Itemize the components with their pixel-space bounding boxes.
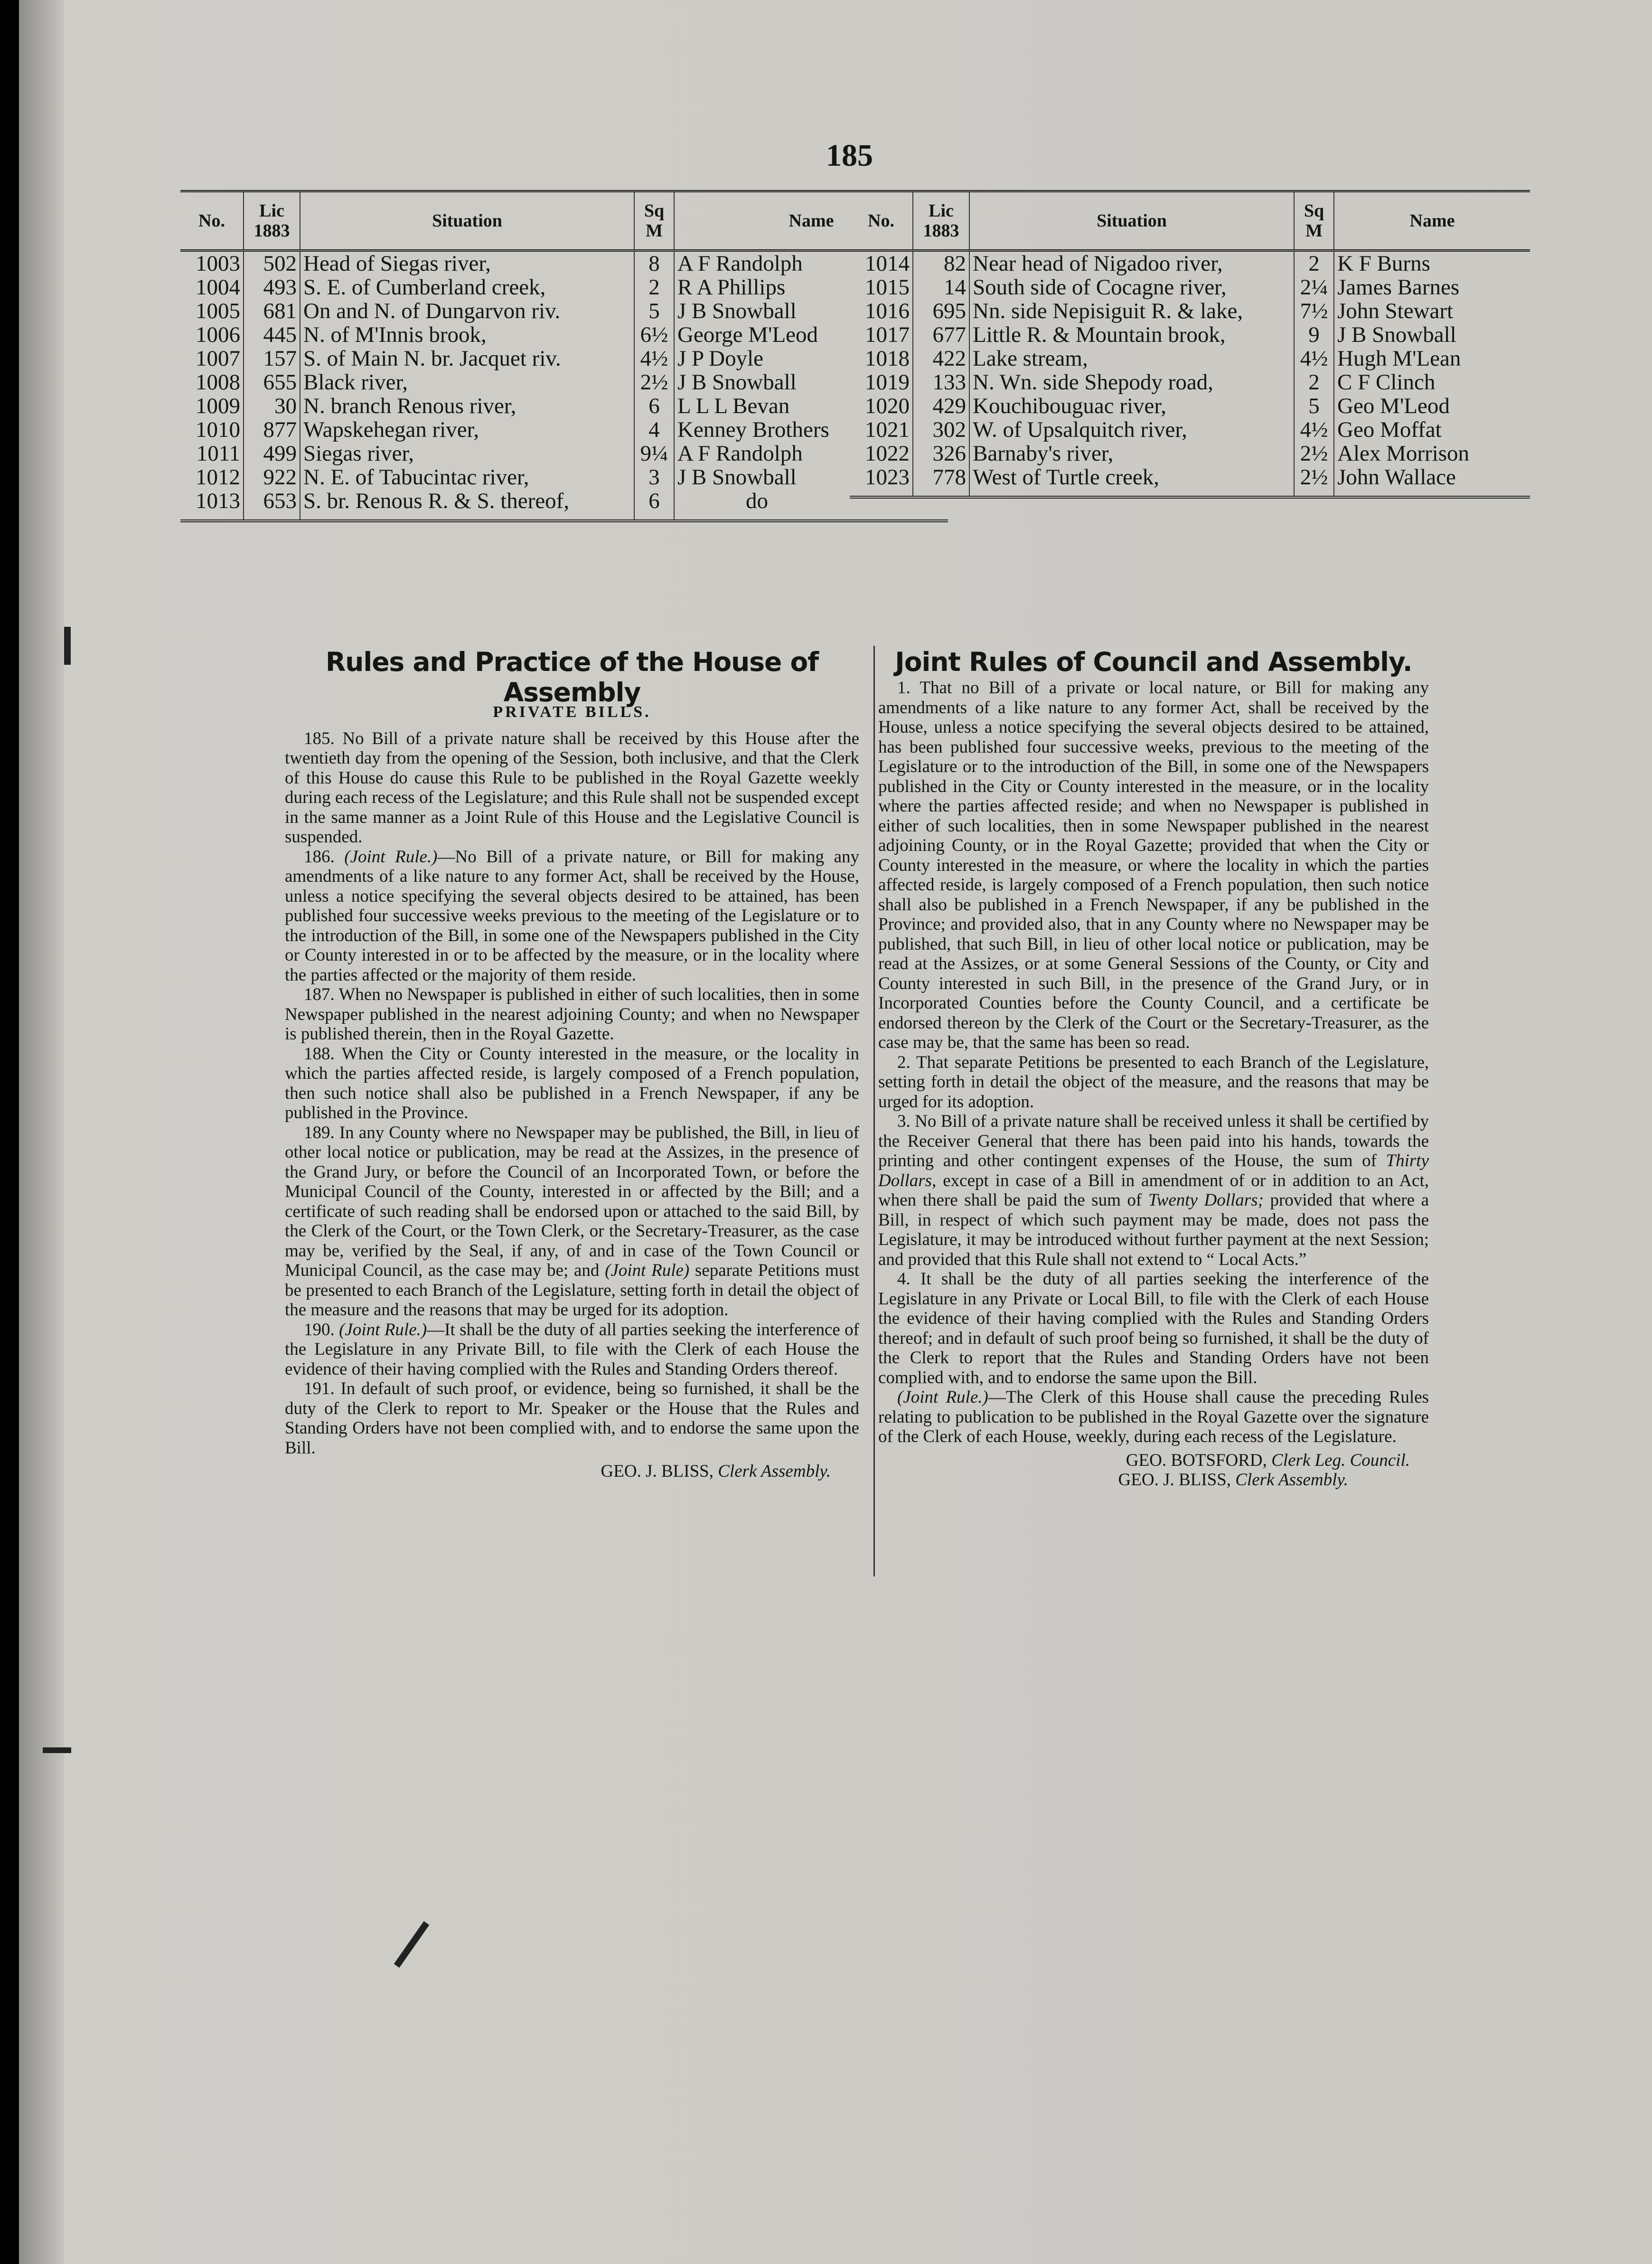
- cell-lic: 302: [913, 418, 969, 442]
- licence-table-right: [850, 190, 1530, 500]
- cell-lic: 14: [913, 275, 969, 299]
- cell-no: 1008: [196, 370, 240, 395]
- cell-lic: 778: [913, 465, 969, 497]
- table-row: [850, 251, 1530, 276]
- council-signature: [878, 1451, 1410, 1471]
- table-row: [850, 347, 1530, 370]
- cell-no: 1023: [865, 465, 910, 490]
- cell-sq: 2: [634, 275, 674, 299]
- cell-lic: 653: [244, 489, 300, 521]
- header-no: No.: [850, 191, 913, 251]
- joint-rule-5: [878, 1387, 1429, 1447]
- table-header-row: [850, 191, 1530, 251]
- cell-sq: 4½: [1294, 347, 1334, 370]
- cell-lic: 502: [244, 251, 300, 276]
- document-page: [19, 0, 1652, 2264]
- cell-sq: 2½: [634, 370, 674, 394]
- header-no: No.: [180, 191, 244, 251]
- joint-rule-3-text-c: provided that where a Bill, in respect of which such payment may be made, does not pass the Legislature, it may be introduced without further payment at the next Session; and provided that this Rule shall not extend to “ Local Acts.”: [878, 1190, 1429, 1269]
- cell-no: 1014: [865, 251, 910, 276]
- header-situation: Situation: [969, 191, 1294, 251]
- cell-name: John Stewart: [1334, 299, 1530, 323]
- table-row: [180, 489, 948, 521]
- joint-rule-3: [878, 1112, 1429, 1269]
- cell-no: 1011: [196, 441, 240, 466]
- cell-name: C F Clinch: [1334, 370, 1530, 394]
- cell-no: 1018: [865, 346, 910, 371]
- cell-no: 1015: [865, 275, 910, 300]
- cell-lic: 493: [244, 275, 300, 299]
- page-number: 185: [826, 138, 873, 173]
- cell-no: 1020: [865, 394, 910, 418]
- joint-rule-3-sum-thirty: Thirty Dollars: [878, 1151, 1429, 1190]
- joint-rule-3-sum-twenty: Twenty Dollars;: [1148, 1190, 1264, 1210]
- joint-rule-5-label: (Joint Rule.): [897, 1387, 988, 1407]
- signature-name: GEO. J. BLISS,: [1118, 1470, 1231, 1490]
- rule-187: 187. When no Newspaper is published in either of such localities, then in some Newspaper published in the nearest adjoining County; and when no Newspaper is published therein, then in the Royal Gazette.: [285, 985, 859, 1044]
- table-header-row: [180, 191, 948, 251]
- cell-no: 1022: [865, 441, 910, 466]
- rule-186-text: —No Bill of a private nature, or Bill for making any amendments of a like nature to any former Act, shall be received by the House, unless a notice specifying the several objects desired to be attained, has been published four successive weeks previous to the meeting of the Legislature or to the introduction of the Bill, in some one of the Newspapers published in the City or County interested in or to be affected by the measure, or in the locality where the parties affected or the majority of them reside.: [285, 847, 859, 985]
- cell-name: Kenney Brothers: [674, 418, 948, 442]
- cell-name: Hugh M'Lean: [1334, 347, 1530, 370]
- cell-name: John Wallace: [1334, 465, 1530, 497]
- cell-lic: 499: [244, 442, 300, 465]
- rules-column: [285, 696, 859, 1481]
- cell-name: A F Randolph: [674, 442, 948, 465]
- rule-189: [285, 1123, 859, 1320]
- rule-189-text-a: 189. In any County where no Newspaper may be published, the Bill, in lieu of other local notice or publication, may be read at the Assizes, in the presence of the Grand Jury, or before the Council of an Incorporated Town, or before the Municipal Council of the County, interested in or affected by the Bill; and a certificate of such reading shall be endorsed upon or attached to the said Bill, by the Clerk of the Court, or the Town Clerk, or the Secretary-Treasurer, as the case may be, verified by the Seal, if any, of and in case of the Town Council or Municipal Council, as the case may be; and: [285, 1123, 859, 1280]
- cell-lic: 326: [913, 442, 969, 465]
- cell-sq: 9: [1294, 323, 1334, 347]
- cell-name: R A Phillips: [674, 275, 948, 299]
- cell-no: 1003: [196, 251, 240, 276]
- table-row: [850, 323, 1530, 347]
- joint-rule-1: 1. That no Bill of a private or local nature, or Bill for making any amendments of a like nature to any former Act, shall be received by the House, unless a notice specifying the several objects desired to be attained, has been published four successive weeks, previous to the meeting of the Legislature or to the introduction of the Bill, in some one of the Newspapers published in the City or County interested in the measure, or in the locality where the parties affected reside; and when no Newspaper is published in either of such localities, then in some Newspaper published in the nearest adjoining County, or in the Royal Gazette; provided that when the City or County interested in the measure, or where the locality in which the parties affected reside, is largely composed of a French population, then such notice shall also be published in a French Newspaper, if any be published in the Province; and provided also, that in any County where no Newspaper may be published, that such Bill, in lieu of other local notice or publication, may be read at the Assizes, or at some General Sessions of the County, or City and County interested in such Bill, in the presence of the Grand Jury, or in Incorporated Counties before the County Council, and a certificate be endorsed thereon by the Clerk of the Court or the Secretary-Treasurer, as the case may be, that the same has been so read.: [878, 678, 1429, 1052]
- cell-sq: 2½: [1294, 465, 1334, 497]
- pen-mark: [394, 1921, 430, 1968]
- cell-no: 1021: [865, 417, 910, 442]
- rule-190-text: —It shall be the duty of all parties seeking the interference of the Legislature in any Private Bill, to file with the Clerk of each House the evidence of their having complied with the Rules and Standing Orders thereof.: [285, 1320, 859, 1379]
- cell-situation: West of Turtle creek,: [969, 465, 1294, 497]
- cell-situation: Siegas river,: [300, 442, 634, 465]
- cell-lic: 922: [244, 465, 300, 489]
- cell-no: 1010: [196, 417, 240, 442]
- cell-name: A F Randolph: [674, 251, 948, 276]
- cell-lic: 695: [913, 299, 969, 323]
- cell-lic: 82: [913, 251, 969, 276]
- cell-name: do: [674, 489, 948, 521]
- cell-situation: On and N. of Dungarvon riv.: [300, 299, 634, 323]
- cell-situation: Barnaby's river,: [969, 442, 1294, 465]
- joint-rules-title: Joint Rules of Council and Assembly.: [895, 647, 1412, 677]
- table-row: [180, 394, 948, 418]
- rule-186: [285, 847, 859, 985]
- header-lic: Lic 1883: [244, 191, 300, 251]
- table-row: [850, 370, 1530, 394]
- table-row: [850, 394, 1530, 418]
- table-row: [180, 323, 948, 347]
- assembly-signature: [878, 1470, 1348, 1490]
- table-body-right: [850, 251, 1530, 498]
- cell-situation: N. E. of Tabucintac river,: [300, 465, 634, 489]
- cell-situation: W. of Upsalquitch river,: [969, 418, 1294, 442]
- cell-sq: 2: [1294, 251, 1334, 276]
- table-row: [180, 275, 948, 299]
- table-row: [180, 418, 948, 442]
- rule-188: 188. When the City or County interested in the measure, or the locality in which the parties affected reside, is largely composed of a French population, then such notice shall also be published in a French Newspaper, if any be published in the Province.: [285, 1044, 859, 1123]
- cell-lic: 677: [913, 323, 969, 347]
- joint-rules-column: [878, 678, 1429, 1490]
- cell-name: J P Doyle: [674, 347, 948, 370]
- rules-signature: [285, 1462, 831, 1481]
- rule-189-text-b: separate Petitions must be presented to each Branch of the Legislature, setting forth in detail the object of the measure and the reasons that may be urged for its adoption.: [285, 1261, 859, 1320]
- table-row: [180, 442, 948, 465]
- rule-190: [285, 1320, 859, 1379]
- rules-subtitle: PRIVATE BILLS.: [493, 703, 651, 721]
- cell-sq: 2½: [1294, 442, 1334, 465]
- header-name: Name: [674, 191, 948, 251]
- cell-sq: 4½: [634, 347, 674, 370]
- cell-no: 1019: [865, 370, 910, 395]
- cell-lic: 681: [244, 299, 300, 323]
- cell-situation: S. E. of Cumberland creek,: [300, 275, 634, 299]
- cell-situation: Little R. & Mountain brook,: [969, 323, 1294, 347]
- cell-situation: S. of Main N. br. Jacquet riv.: [300, 347, 634, 370]
- signature-title: Clerk Leg. Council.: [1271, 1450, 1410, 1470]
- binding-mark: [64, 627, 71, 665]
- cell-sq: 4: [634, 418, 674, 442]
- cell-sq: 6½: [634, 323, 674, 347]
- cell-situation: Near head of Nigadoo river,: [969, 251, 1294, 276]
- cell-lic: 30: [244, 394, 300, 418]
- cell-sq: 5: [634, 299, 674, 323]
- cell-name: K F Burns: [1334, 251, 1530, 276]
- header-sq: Sq M: [634, 191, 674, 251]
- joint-rule-2: 2. That separate Petitions be presented to each Branch of the Legislature, setting forth in detail the object of the measure, and the reasons that may be urged for its adoption.: [878, 1052, 1429, 1112]
- cell-lic: 133: [913, 370, 969, 394]
- joint-rule-3-text-a: 3. No Bill of a private nature shall be received unless it shall be certified by the Receiver General that there has been paid into his hands, towards the printing and other contingent expenses of the House, the sum of: [878, 1112, 1429, 1170]
- signature-name: GEO. J. BLISS,: [601, 1462, 713, 1481]
- cell-sq: 5: [1294, 394, 1334, 418]
- cell-name: J B Snowball: [674, 299, 948, 323]
- header-name: Name: [1334, 191, 1530, 251]
- cell-no: 1007: [196, 346, 240, 371]
- cell-sq: 6: [634, 489, 674, 521]
- rule-185: 185. No Bill of a private nature shall be received by this House after the twentieth day from the opening of the Session, both inclusive, and that the Clerk of this House do cause this Rule to be published in the Royal Gazette weekly during each recess of the Legislature; and this Rule shall not be suspended except in the same manner as a Joint Rule of this House and the Legislative Council is suspended.: [285, 728, 859, 847]
- rule-186-label: (Joint Rule.): [344, 847, 438, 867]
- cell-name: George M'Leod: [674, 323, 948, 347]
- table-row: [180, 299, 948, 323]
- header-situation: Situation: [300, 191, 634, 251]
- joint-rule-3-text-b: , except in case of a Bill in amendment of or in addition to an Act, when there shall be paid the sum of: [878, 1170, 1429, 1210]
- cell-no: 1012: [196, 465, 240, 490]
- rule-189-label: (Joint Rule): [605, 1261, 690, 1280]
- cell-situation: N. Wn. side Shepody road,: [969, 370, 1294, 394]
- header-lic: Lic 1883: [913, 191, 969, 251]
- cell-no: 1016: [865, 299, 910, 323]
- table-row: [180, 347, 948, 370]
- cell-sq: 7½: [1294, 299, 1334, 323]
- cell-lic: 877: [244, 418, 300, 442]
- binding-mark: [43, 1747, 71, 1753]
- cell-situation: Wapskehegan river,: [300, 418, 634, 442]
- table-row: [180, 370, 948, 394]
- cell-situation: Nn. side Nepisiguit R. & lake,: [969, 299, 1294, 323]
- cell-sq: 6: [634, 394, 674, 418]
- table-row: [850, 275, 1530, 299]
- table-row: [850, 418, 1530, 442]
- cell-situation: N. branch Renous river,: [300, 394, 634, 418]
- cell-situation: Head of Siegas river,: [300, 251, 634, 276]
- cell-name: Alex Morrison: [1334, 442, 1530, 465]
- signature-title: Clerk Assembly.: [1235, 1470, 1348, 1490]
- cell-situation: South side of Cocagne river,: [969, 275, 1294, 299]
- cell-situation: N. of M'Innis brook,: [300, 323, 634, 347]
- table-row: [850, 442, 1530, 465]
- cell-name: J B Snowball: [1334, 323, 1530, 347]
- licence-table-left: [180, 190, 948, 524]
- signature-title: Clerk Assembly.: [718, 1462, 831, 1481]
- rule-190-number: 190.: [304, 1320, 339, 1340]
- cell-name: Geo Moffat: [1334, 418, 1530, 442]
- cell-lic: 445: [244, 323, 300, 347]
- table-body-left: [180, 251, 948, 521]
- cell-no: 1013: [196, 489, 240, 513]
- cell-no: 1009: [196, 394, 240, 418]
- cell-lic: 429: [913, 394, 969, 418]
- cell-situation: Kouchibouguac river,: [969, 394, 1294, 418]
- cell-no: 1005: [196, 299, 240, 323]
- rules-title: Rules and Practice of the House of Assembly: [325, 647, 819, 708]
- table-row: [180, 251, 948, 276]
- cell-lic: 655: [244, 370, 300, 394]
- joint-rule-4: 4. It shall be the duty of all parties seeking the interference of the Legislature in any Private or Local Bill, to file with the Clerk of each House the evidence of their having complied with the Rules and Standing Orders thereof; and in default of such proof being so furnished, it shall be the duty of the Clerk to report that the Rules and Standing Orders have not been complied with, and to endorse the same upon the Bill.: [878, 1269, 1429, 1387]
- cell-situation: S. br. Renous R. & S. thereof,: [300, 489, 634, 521]
- cell-sq: 4½: [1294, 418, 1334, 442]
- cell-name: J B Snowball: [674, 370, 948, 394]
- binding-spine: [19, 0, 64, 2264]
- rule-186-number: 186.: [304, 847, 345, 867]
- cell-no: 1004: [196, 275, 240, 300]
- cell-sq: 8: [634, 251, 674, 276]
- cell-no: 1017: [865, 322, 910, 347]
- header-sq: Sq M: [1294, 191, 1334, 251]
- cell-name: J B Snowball: [674, 465, 948, 489]
- table-row: [180, 465, 948, 489]
- table-row: [850, 299, 1530, 323]
- cell-name: Geo M'Leod: [1334, 394, 1530, 418]
- rule-190-label: (Joint Rule.): [339, 1320, 427, 1340]
- cell-name: L L L Bevan: [674, 394, 948, 418]
- rule-191: 191. In default of such proof, or evidence, being so furnished, it shall be the duty of the Clerk to report to Mr. Speaker or the House that the Rules and Standing Orders have not been complied with, and to endorse the same upon the Bill.: [285, 1379, 859, 1458]
- table-row: [850, 465, 1530, 497]
- cell-name: James Barnes: [1334, 275, 1530, 299]
- signature-name: GEO. BOTSFORD,: [1126, 1450, 1267, 1470]
- cell-sq: 3: [634, 465, 674, 489]
- cell-lic: 422: [913, 347, 969, 370]
- joint-rule-5-text: —The Clerk of this House shall cause the preceding Rules relating to publication to be published in the Royal Gazette over the signature of the Clerk of each House, weekly, during each recess of the Legislature.: [878, 1387, 1429, 1446]
- cell-no: 1006: [196, 322, 240, 347]
- cell-lic: 157: [244, 347, 300, 370]
- cell-sq: 2¼: [1294, 275, 1334, 299]
- cell-sq: 2: [1294, 370, 1334, 394]
- column-divider: [873, 646, 875, 1576]
- cell-situation: Lake stream,: [969, 347, 1294, 370]
- cell-situation: Black river,: [300, 370, 634, 394]
- cell-sq: 9¼: [634, 442, 674, 465]
